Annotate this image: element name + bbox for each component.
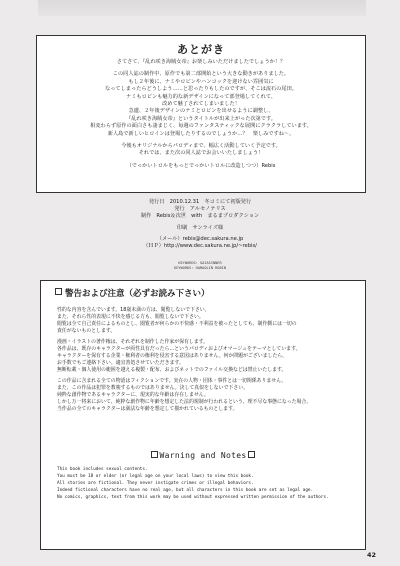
- english-warning-title-text: Warning and Notes: [159, 451, 247, 460]
- warning-line: キャラクターを保有する企業・権利者の権利を侵害する意図はありません。何か問題がございましたら、: [57, 353, 288, 359]
- afterword-line: 今後もオリジナルからパロディまで、幅広く活動していく予定です。: [121, 143, 281, 150]
- english-warning-title: [41, 451, 365, 460]
- warning-title: [55, 287, 210, 299]
- english-warning-line: You must be 18 or elder (or legal age on your local laws) to view this book.: [57, 474, 254, 480]
- contact-homepage: （ＨＰ）http://www.dec.sakura.ne.jp/~rebis/: [143, 243, 257, 250]
- warning-line: 無断転載・個人使用の範囲を越える複製・配布、およびネットでのファイル交換などは禁止いたします。: [57, 367, 287, 373]
- keyword-line: KEYWORDS: HAMAOLIN ROBIN: [174, 266, 226, 270]
- english-warning-line: Indeed fictional characters have no real age, but all characters in this book are set as legal age.: [57, 488, 314, 494]
- square-bullet-icon: [151, 451, 158, 458]
- afterword-line: なってしまったらどうしよう……と思ったりもしたのですが、そこは流石の尾田。: [105, 86, 297, 93]
- afterword-line: この同人誌の制作中、原作でも第二部開始という大きな動きがありました。: [112, 71, 290, 78]
- warning-line: しかし万一将来において、純粋な創作物に年齢を想定した法的規制が行われるという、理不尽な事態になった場合、: [57, 399, 312, 405]
- afterword-body: [51, 59, 351, 170]
- printer: 印刷 サンライズ様: [176, 224, 224, 231]
- afterword-line: 新人島で新しいヒロインは登場したりするのでしょうか…？ 楽しみですね～。: [107, 130, 295, 137]
- top-band: [38, 0, 366, 16]
- warning-body: [57, 307, 355, 413]
- warning-line: お手数でもご連絡下さい。適宜善処させていただきます。: [57, 360, 184, 366]
- production: 制作 Rebis＆次世 with まるまプロダクション: [140, 213, 260, 220]
- contact-mail: （メール）rebis@dec.sakura.ne.jp: [156, 235, 244, 242]
- warning-line: 純粋な創作物であるキャラクターに、現実的な年齢は存在しません。: [57, 392, 209, 398]
- warning-line: また、それら性的表現に不快を感じる方も、閲覧しないで下さい。: [57, 314, 204, 320]
- warning-line: 当作品の全てのキャラクターは満法な年齢を想定して描かれているものとします。: [57, 406, 238, 412]
- keyword-line: KEYWORDS: GAIASINNER: [178, 261, 222, 265]
- afterword-line: 『乱れ咲き海賊女帝』というタイトルが出来上がった次第です。: [126, 115, 276, 122]
- afterword-line: もし２年後に、ナミやロビンやハンコックを迎けない雰囲気に: [128, 78, 274, 85]
- issue-date: 発行日 2010.12.31 冬コミにて初版発行: [148, 199, 252, 205]
- afterword-line: 改めて魅了されてしまいました！: [162, 101, 240, 108]
- warning-line: また、この作品は犯罪を教唆するものではありません。決して真似をしないで下さい。: [57, 385, 249, 391]
- warning-line: 性的な内容を含んでいます。18歳未満の方は、閲覧しないで下さい。: [57, 307, 210, 313]
- afterword-line: さてさて、『乱れ咲き海賊女帝』お楽しみいただけましたでしょうか！？: [116, 59, 286, 65]
- warning-line: 漫画・イラストの著作権は、それぞれを制作した作家が保有します。: [57, 339, 209, 345]
- warning-box: [40, 280, 366, 550]
- afterword-line: 相変わらず原作の面白さも凄まじく、毎週のファンタスティックな展開にクラクラしています。: [90, 123, 312, 130]
- afterword-box: [36, 35, 366, 193]
- warning-title-text: 警告および注意（必ずお読み下さい）: [65, 289, 210, 299]
- afterword-signature: （でっかいトロルをもっとでっかいトロルに改造しつつ）Rebis: [126, 162, 276, 169]
- english-warning-body: [57, 466, 357, 501]
- square-bullet-icon: [55, 288, 62, 295]
- english-warning-line: This book includes sexual contents.: [57, 467, 148, 472]
- warning-line: 各作品は、既存のキャラクターが両性具有だったら…というパロディおよびオマージュをテーマとしています。: [57, 346, 301, 352]
- warning-line: 責任がないものとします。: [57, 328, 116, 334]
- colophon: [60, 199, 340, 250]
- warning-line: この作品に含まれる全ての物語はフィクションです。実在の人物・団体・事件とは一切関係ありません。: [57, 378, 287, 384]
- afterword-line: ナミもロビンも魅力的な新デザインになって部登場してくれて、: [126, 93, 276, 100]
- warning-line: 閲覧は全て自己責任によるものとし、閲覧者が何らかの不快感・不利益を被ったとしても、制作側には一切の: [57, 321, 297, 327]
- publisher: 発行 アルセノテリス: [174, 206, 226, 213]
- english-warning-line: All stories are fictional. They never instigate crimes or illegal behaviors.: [57, 481, 254, 487]
- page-number: 42: [366, 551, 376, 559]
- square-bullet-icon: [248, 451, 255, 458]
- afterword-line: それでは、また次の同人誌でお会いいたしましょう！: [138, 150, 264, 157]
- keywords: [0, 261, 400, 271]
- afterword-title: あとがき: [177, 43, 225, 56]
- english-warning-line: No comics, graphics, text from this work may be used without expressed written permission of the authors.: [57, 495, 329, 501]
- afterword-line: 急遽、２年後デザインのナミとロビンを出せるように調整し、: [128, 108, 274, 115]
